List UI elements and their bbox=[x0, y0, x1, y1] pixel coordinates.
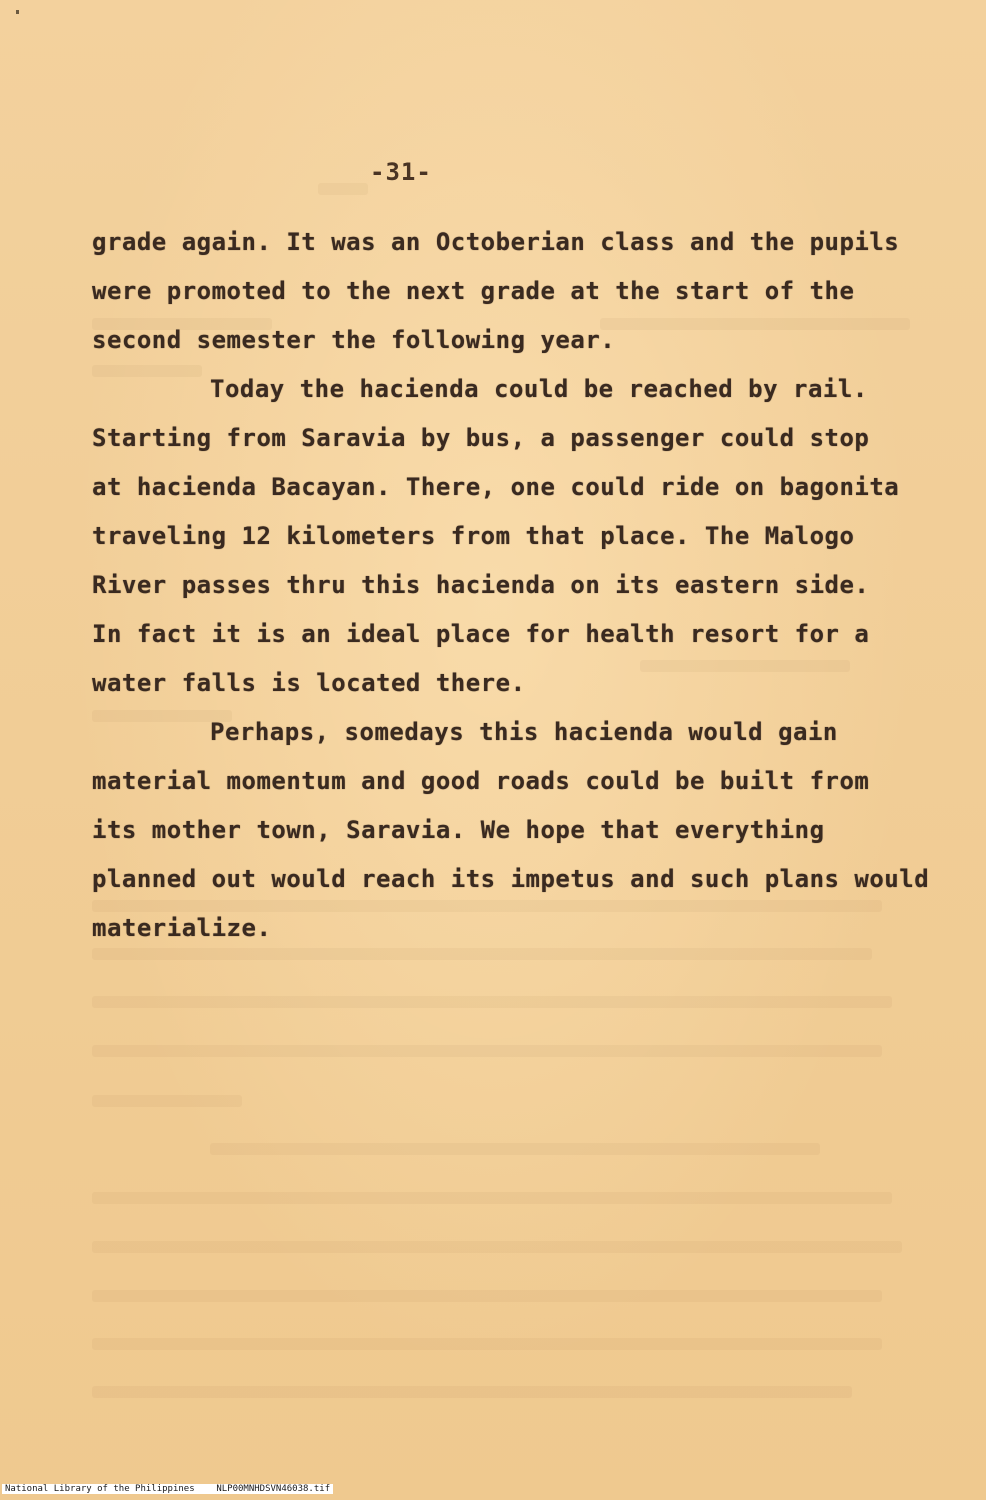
paragraph-start-line: Perhaps, somedays this hacienda would gain bbox=[210, 718, 838, 746]
text-line: Starting from Saravia by bus, a passenger could stop bbox=[92, 424, 870, 452]
corner-speck bbox=[16, 10, 19, 14]
page-number: -31- bbox=[370, 158, 432, 186]
archive-footer: National Library of the Philippines NLP00MNHDSVN46038.tif bbox=[2, 1484, 333, 1494]
text-line: grade again. It was an Octoberian class and the pupils bbox=[92, 228, 900, 256]
text-line: traveling 12 kilometers from that place. The Malogo bbox=[92, 522, 855, 550]
text-line: at hacienda Bacayan. There, one could ride on bagonita bbox=[92, 473, 900, 501]
text-line: materialize. bbox=[92, 914, 272, 942]
text-line: were promoted to the next grade at the start of the bbox=[92, 277, 855, 305]
text-line: In fact it is an ideal place for health resort for a bbox=[92, 620, 870, 648]
text-line: material momentum and good roads could be built from bbox=[92, 767, 870, 795]
text-line: its mother town, Saravia. We hope that everything bbox=[92, 816, 825, 844]
text-line: second semester the following year. bbox=[92, 326, 616, 354]
text-line: River passes thru this hacienda on its eastern side. bbox=[92, 571, 870, 599]
body-text bbox=[92, 218, 930, 953]
text-line: planned out would reach its impetus and such plans would bbox=[92, 865, 930, 893]
text-line: water falls is located there. bbox=[92, 669, 526, 697]
paragraph-start-line: Today the hacienda could be reached by rail. bbox=[210, 375, 868, 403]
